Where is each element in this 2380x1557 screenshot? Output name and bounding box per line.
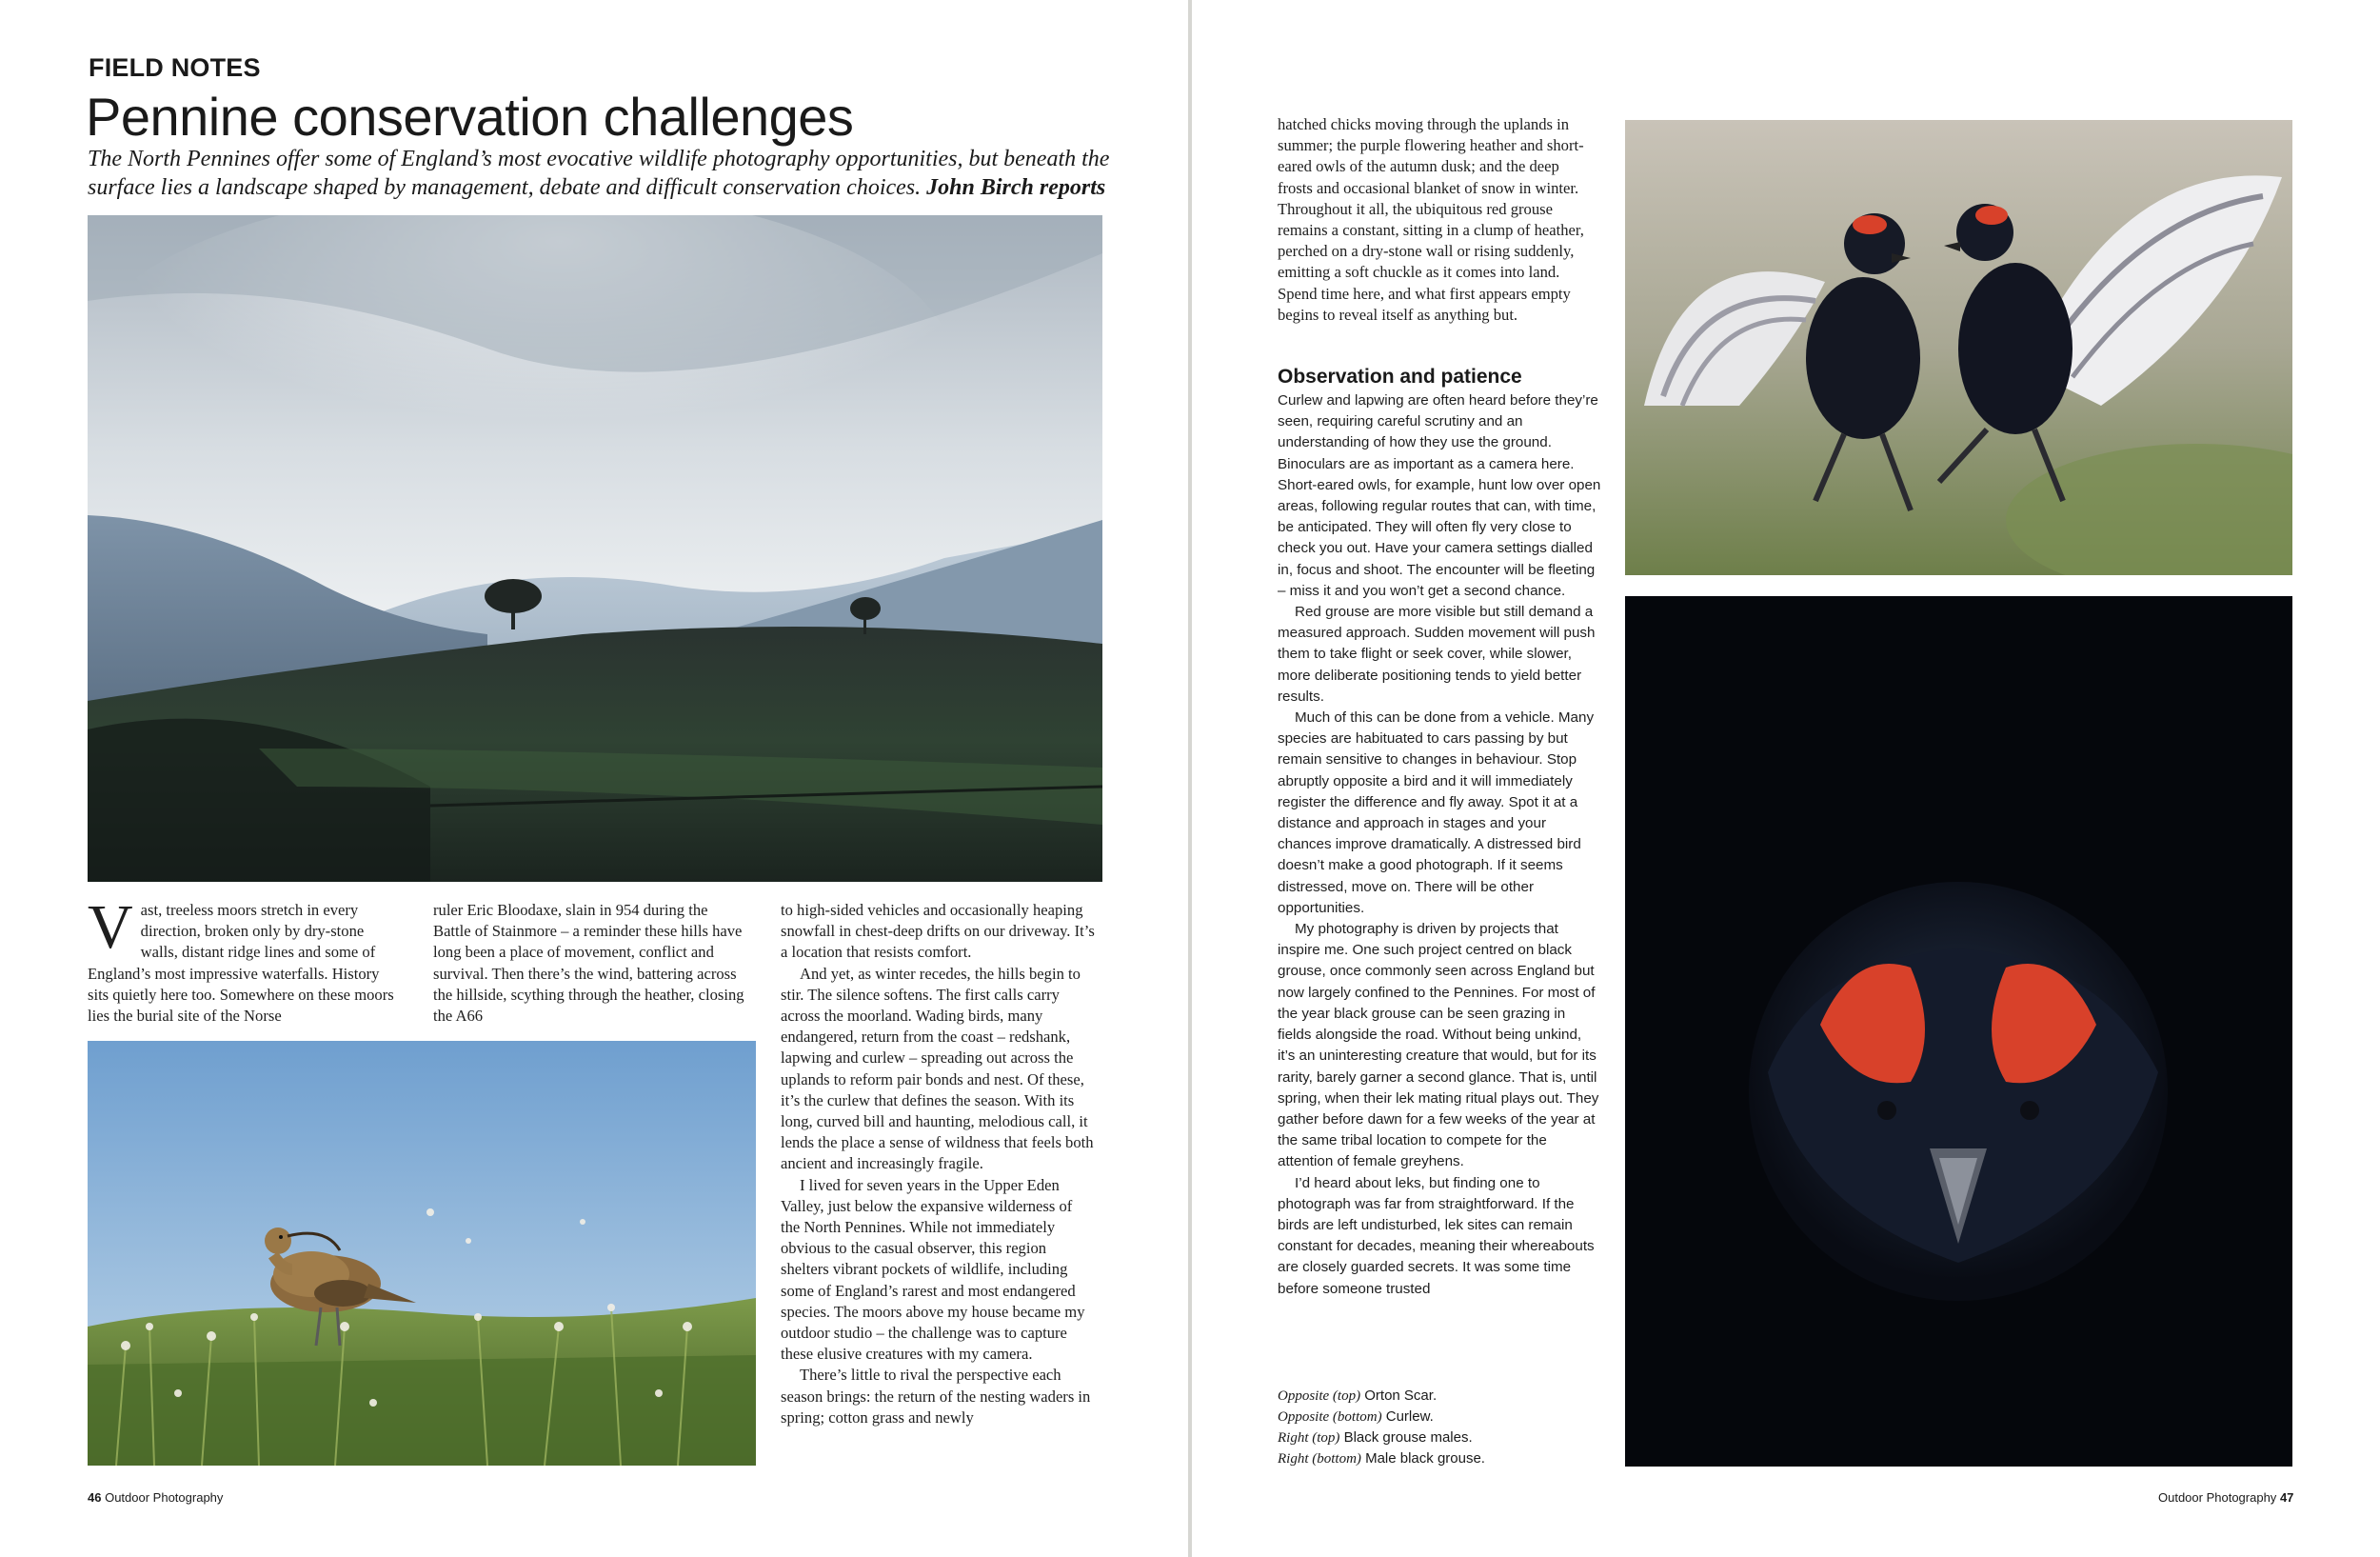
right-page [1192,0,2380,1557]
page-number-right: 47 [2279,1490,2294,1505]
sans-paragraph-1: Curlew and lapwing are often heard before they’re seen, requiring careful scrutiny and an understanding of how they use the ground. Binoculars are as important as a camera here. Short-eared owls, for example, hunt low over open areas, following regular routes that can, with time, be anticipated. They will often fly very close to check you out. Have your camera settings dialled in, focus and shoot. The encounter will be fleeting – miss it and you won’t get a second chance. [1278,392,1601,599]
left-page [0,0,1188,1557]
byline: John Birch reports [926,175,1106,200]
right-intro-text: hatched chicks moving through the uplands in summer; the purple flowering heather and short-eared owls of the autumn dusk; and the deep frosts and occasional blanket of snow in winter. Throughout it all, the ubiquitous red grouse remains a constant, sitting in a clump of heather, perched on a dry-stone wall or rising suddenly, emitting a soft chuckle as it comes into land. Spend time here, and what first appears empty begins to reveal itself as anything but. [1278,115,1584,324]
folio-right [2158,1490,2293,1505]
landscape-photo [88,215,1102,882]
grouse-fight-illustration [1625,120,2292,575]
folio-left [88,1490,223,1505]
caption-2: Opposite (bottom) Curlew. [1278,1408,1434,1425]
photo-captions [1278,1386,1620,1469]
right-sans-column [1278,390,1601,1300]
column3-paragraph-1: to high-sided vehicles and occasionally heaping snowfall in chest-deep drifts on our driveway. It’s a location that resists comfort. [781,901,1095,962]
standfirst-text: The North Pennines offer some of England’s most evocative wildlife photography opportunities, but beneath the surface lies a landscape shaped by management, debate and difficult conservation choices. [88,147,1110,200]
grouse-portrait-photo [1625,596,2292,1467]
landscape-illustration [88,215,1102,882]
curlew-illustration [88,1041,756,1466]
column3-paragraph-4: There’s little to rival the perspective each season brings: the return of the nesting waders in spring; cotton grass and newly [781,1366,1091,1427]
column1-text: ast, treeless moors stretch in every direction, broken only by dry-stone walls, distant ridge lines and some of England’s most impressive waterfalls. History sits quietly here too. Somewhere on these moors lies the burial site of the Norse [88,901,394,1026]
body-column-1 [88,892,402,1027]
drop-cap: V [88,892,133,962]
right-intro-column [1278,114,1597,326]
sans-paragraph-3: Much of this can be done from a vehicle. Many species are habituated to cars passing by but remain sensitive to changes in behaviour. Stop abruptly opposite a bird and it will immediately register the difference and fly away. Spot it at a distance and approach in stages and your chances improve dramatically. A distressed bird doesn’t make a good photograph. If it seems distressed, move on. There will be other opportunities. [1278,709,1595,916]
caption-1: Opposite (top) Orton Scar. [1278,1387,1438,1404]
section-kicker: FIELD NOTES [89,53,261,82]
standfirst [88,145,1116,202]
body-column-3 [781,900,1095,1428]
caption-3: Right (top) Black grouse males. [1278,1429,1473,1446]
column2-text: ruler Eric Bloodaxe, slain in 954 during the Battle of Stainmore – a reminder these hills have long been a place of movement, conflict and survival. Then there’s the wind, battering across the hillside, scything through the heather, closing the A66 [433,901,744,1026]
grouse-fight-photo [1625,120,2292,575]
sans-paragraph-5: I’d heard about leks, but finding one to photograph was far from straightforward. If the birds are left undisturbed, lek sites can remain constant for decades, meaning their whereabouts are closely guarded secrets. It was some time before someone trusted [1278,1174,1595,1297]
section-subhead: Observation and patience [1278,366,1522,388]
column3-paragraph-3: I lived for seven years in the Upper Eden Valley, just below the expansive wilderness of the North Pennines. While not immediately obvious to the casual observer, this region shelters vibrant pockets of wildlife, including some of England’s rarest and most endangered species. The moors above my house became my outdoor studio – the challenge was to capture these elusive creatures with my camera. [781,1175,1085,1364]
magazine-name-left: Outdoor Photography [105,1490,224,1505]
column3-paragraph-2: And yet, as winter recedes, the hills begin to stir. The silence softens. The first calls carry across the moorland. Wading birds, many endangered, return from the coast – redshank, lapwing and curlew – spreading out across the uplands to reform pair bonds and nest. Of these, it’s the curlew that defines the season. With its long, curved bill and haunting, melodious call, it lends the place a sense of wildness that feels both ancient and increasingly fragile. [781,964,1094,1173]
curlew-photo [88,1041,756,1466]
page-title: Pennine conservation challenges [86,87,854,147]
grouse-portrait-illustration [1625,596,2292,1467]
magazine-name-right: Outdoor Photography [2158,1490,2277,1505]
caption-4: Right (bottom) Male black grouse. [1278,1450,1485,1467]
sans-paragraph-2: Red grouse are more visible but still demand a measured approach. Sudden movement will push them to take flight or seek cover, while slower, more deliberate positioning tends to yield better results. [1278,604,1596,705]
page-number-left: 46 [88,1490,102,1505]
sans-paragraph-4: My photography is driven by projects that inspire me. One such project centred on black grouse, once commonly seen across England but now largely confined to the Pennines. For most of the year black grouse can be seen grazing in fields alongside the road. Without being unkind, it’s an uninteresting creature that would, but for its rarity, barely garner a second glance. That is, until spring, when their lek mating ritual plays out. They gather before dawn for a few weeks of the year at the same tribal location to compete for the attention of female greyhens. [1278,921,1599,1170]
body-column-2 [433,900,747,1027]
